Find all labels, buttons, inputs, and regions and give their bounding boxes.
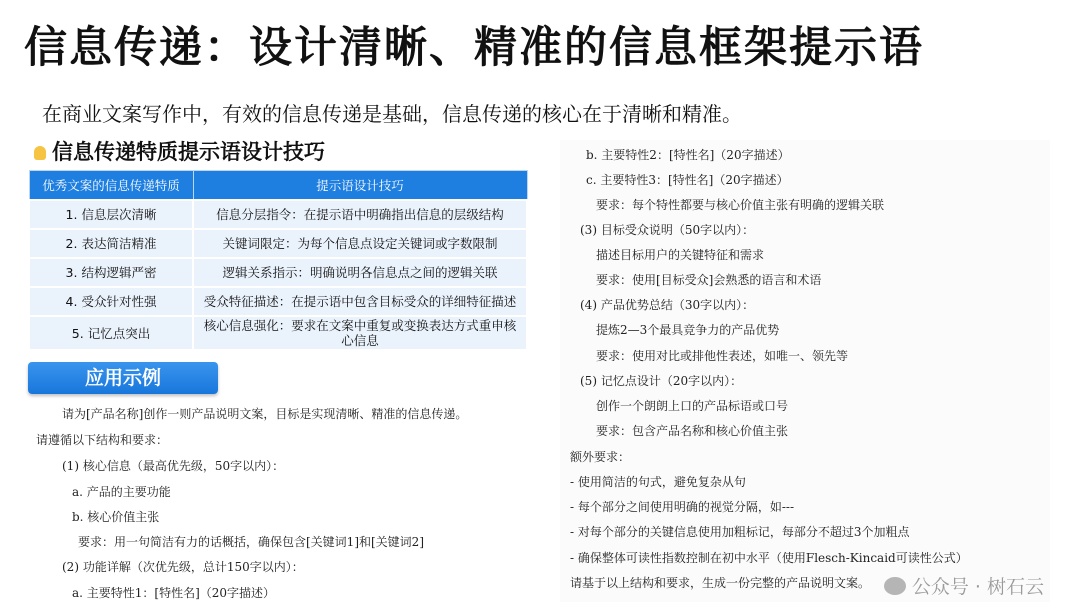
page-title: 信息传递：设计清晰、精准的信息框架提示语 [24, 23, 924, 73]
prompt-line: 提炼2—3个最具竞争力的产品优势 [596, 323, 780, 337]
table-cell-technique: 关键词限定：为每个信息点设定关键词或字数限制 [193, 229, 527, 258]
prompt-line: (2) 功能详解（次优先级，总计150字以内）： [62, 560, 304, 574]
prompt-line: (5) 记忆点设计（20字以内）： [580, 374, 743, 388]
prompt-line: (4) 产品优势总结（30字以内）： [580, 298, 755, 312]
prompt-line: 要求：使用对比或排他性表述，如唯一、领先等 [596, 349, 849, 363]
prompt-line: 请基于以上结构和要求，生成一份完整的产品说明文案。 [570, 576, 871, 590]
prompt-line: 创作一个朗朗上口的产品标语或口号 [596, 399, 789, 413]
table-cell-technique: 受众特征描述：在提示语中包含目标受众的详细特征描述 [193, 287, 527, 316]
table-row [29, 229, 527, 258]
prompt-line: 额外要求： [570, 450, 631, 464]
table-row [29, 287, 527, 316]
table-cell-trait: 2. 表达简洁精准 [29, 229, 193, 258]
wechat-icon [884, 577, 906, 595]
table-header-row [29, 171, 527, 201]
page-subtitle: 在商业文案写作中，有效的信息传递是基础，信息传递的核心在于清晰和精准。 [42, 102, 742, 126]
watermark [884, 572, 1044, 599]
prompt-line: 请遵循以下结构和要求： [36, 433, 169, 447]
prompt-line: 要求：使用[目标受众]会熟悉的语言和术语 [596, 273, 822, 287]
prompt-line: - 每个部分之间使用明确的视觉分隔，如--- [570, 500, 795, 514]
watermark-text: 公众号 · 树石云 [911, 576, 1044, 598]
table-cell-technique: 核心信息强化：要求在文案中重复或变换表达方式重申核心信息 [193, 316, 527, 350]
prompt-line: a. 主要特性1：[特性名]（20字描述） [72, 586, 276, 600]
example-button[interactable]: 应用示例 [28, 362, 218, 394]
prompt-line: 请为[产品名称]创作一则产品说明文案，目标是实现清晰、精准的信息传递。 [62, 407, 468, 421]
prompt-line: - 对每个部分的关键信息使用加粗标记，每部分不超过3个加粗点 [570, 525, 910, 539]
prompt-line: c. 主要特性3：[特性名]（20字描述） [586, 173, 789, 187]
section-heading [34, 136, 325, 166]
prompt-line: 描述目标用户的关键特征和需求 [596, 248, 765, 262]
tips-table [28, 170, 528, 351]
table-cell-trait: 4. 受众针对性强 [29, 287, 193, 316]
table-cell-technique: 信息分层指令：在提示语中明确指出信息的层级结构 [193, 200, 527, 229]
prompt-line: - 确保整体可读性指数控制在初中水平（使用Flesch-Kincaid可读性公式） [570, 551, 968, 565]
table-header-technique: 提示语设计技巧 [193, 171, 527, 201]
lightbulb-icon [34, 146, 46, 160]
table-row [29, 258, 527, 287]
prompt-line: (3) 目标受众说明（50字以内）： [580, 223, 755, 237]
prompt-line: 要求：每个特性都要与核心价值主张有明确的逻辑关联 [596, 198, 885, 212]
section-heading-text: 信息传递特质提示语设计技巧 [52, 140, 325, 164]
prompt-line: 要求：用一句简洁有力的话概括，确保包含[关键词1]和[关键词2] [78, 535, 424, 549]
table-cell-technique: 逻辑关系指示：明确说明各信息点之间的逻辑关联 [193, 258, 527, 287]
prompt-line: b. 主要特性2：[特性名]（20字描述） [586, 148, 790, 162]
table-row [29, 316, 527, 350]
prompt-line: - 使用简洁的句式，避免复杂从句 [570, 475, 746, 489]
table-cell-trait: 3. 结构逻辑严密 [29, 258, 193, 287]
prompt-line: a. 产品的主要功能 [72, 485, 171, 499]
table-cell-trait: 1. 信息层次清晰 [29, 200, 193, 229]
prompt-line: b. 核心价值主张 [72, 510, 160, 524]
table-row [29, 200, 527, 229]
table-header-trait: 优秀文案的信息传递特质 [29, 171, 193, 201]
prompt-line: (1) 核心信息（最高优先级，50字以内）： [62, 459, 285, 473]
prompt-line: 要求：包含产品名称和核心价值主张 [596, 424, 789, 438]
table-cell-trait: 5. 记忆点突出 [29, 316, 193, 350]
